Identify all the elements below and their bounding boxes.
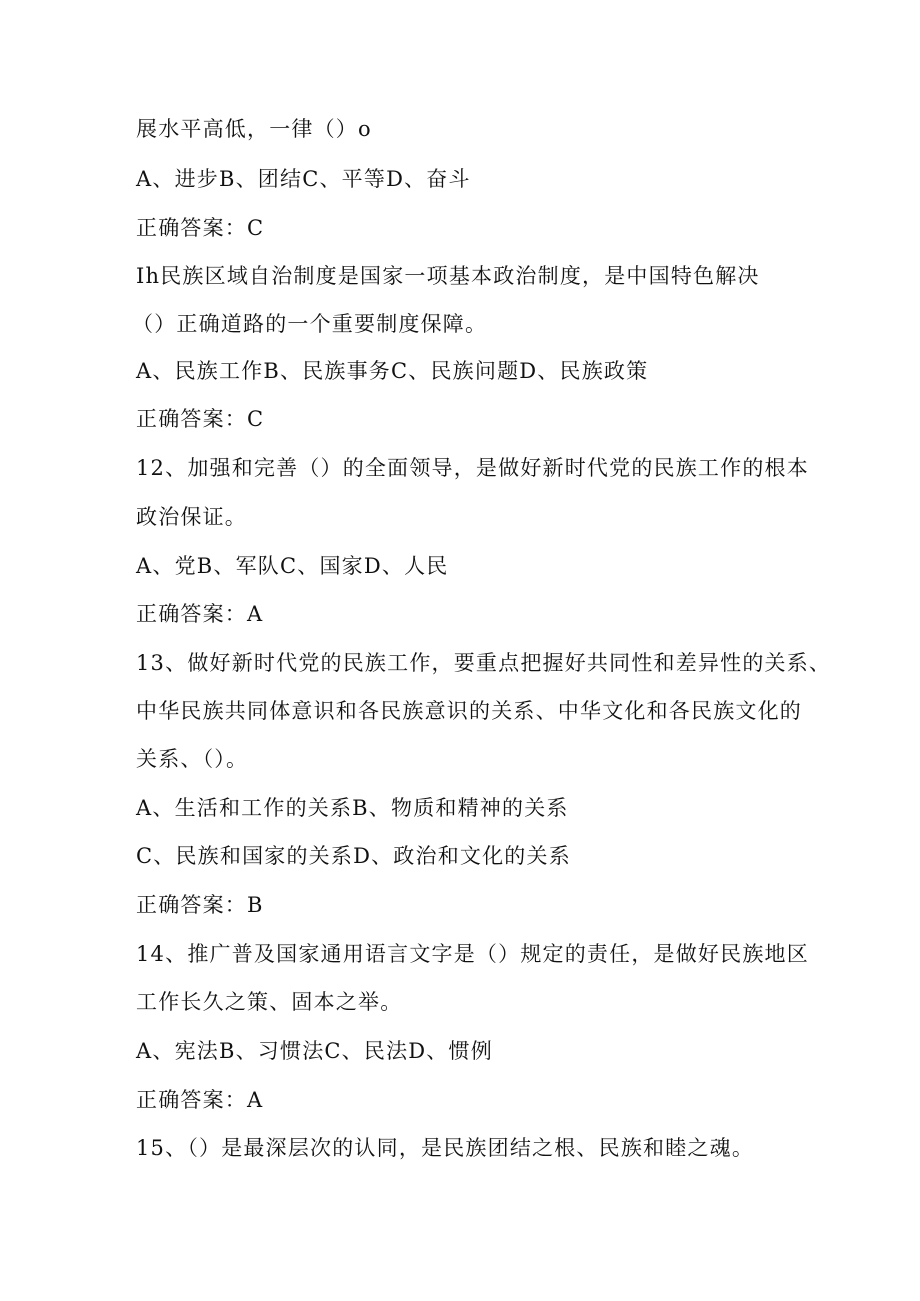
text-line-q15-stem: 15、（）是最深层次的认同，是民族团结之根、民族和睦之魂。: [136, 1136, 755, 1160]
text-line-q13-stem-cont-2: 关系、（）。: [136, 747, 249, 771]
text-line-q14-stem: 14、推广普及国家通用语言文字是（）规定的责任，是做好民族地区: [136, 942, 809, 966]
text-line-q12-answer: 正确答案：A: [136, 602, 264, 626]
text-line-q12-stem: 12、加强和完善（）的全面领导，是做好新时代党的民族工作的根本: [136, 456, 809, 480]
text-line-q14-answer: 正确答案：A: [136, 1088, 264, 1112]
text-line-q11-answer: 正确答案：C: [136, 407, 265, 431]
text-line-q11-stem: Ih民族区域自治制度是国家一项基本政治制度，是中国特色解决: [136, 264, 760, 288]
text-line-q11-options: A、民族工作B、民族事务C、民族问题D、民族政策: [136, 359, 649, 383]
text-line-q13-answer: 正确答案：B: [136, 893, 264, 917]
text-line-q14-stem-cont: 工作长久之策、固本之举。: [136, 990, 403, 1014]
text-line-q13-options-2: C、民族和国家的关系D、政治和文化的关系: [136, 844, 571, 868]
text-line-q13-stem: 13、做好新时代党的民族工作，要重点把握好共同性和差异性的关系、: [136, 651, 832, 675]
text-line-q10-options: A、进步B、团结C、平等D、奋斗: [136, 167, 471, 191]
text-line-q10-stem-end: 展水平高低，一律（）o: [136, 117, 372, 141]
text-line-q14-options: A、宪法B、习惯法C、民法D、惯例: [136, 1039, 493, 1063]
text-line-q13-stem-cont-1: 中华民族共同体意识和各民族意识的关系、中华文化和各民族文化的: [136, 699, 802, 723]
text-line-q12-stem-cont: 政治保证。: [136, 505, 247, 529]
text-line-q11-stem-cont: （）正确道路的一个重要制度保障。: [132, 312, 488, 336]
text-line-q13-options-1: A、生活和工作的关系B、物质和精神的关系: [136, 796, 569, 820]
text-line-q10-answer: 正确答案：C: [136, 216, 265, 240]
text-line-q12-options: A、党B、军队C、国家D、人民: [136, 554, 449, 578]
